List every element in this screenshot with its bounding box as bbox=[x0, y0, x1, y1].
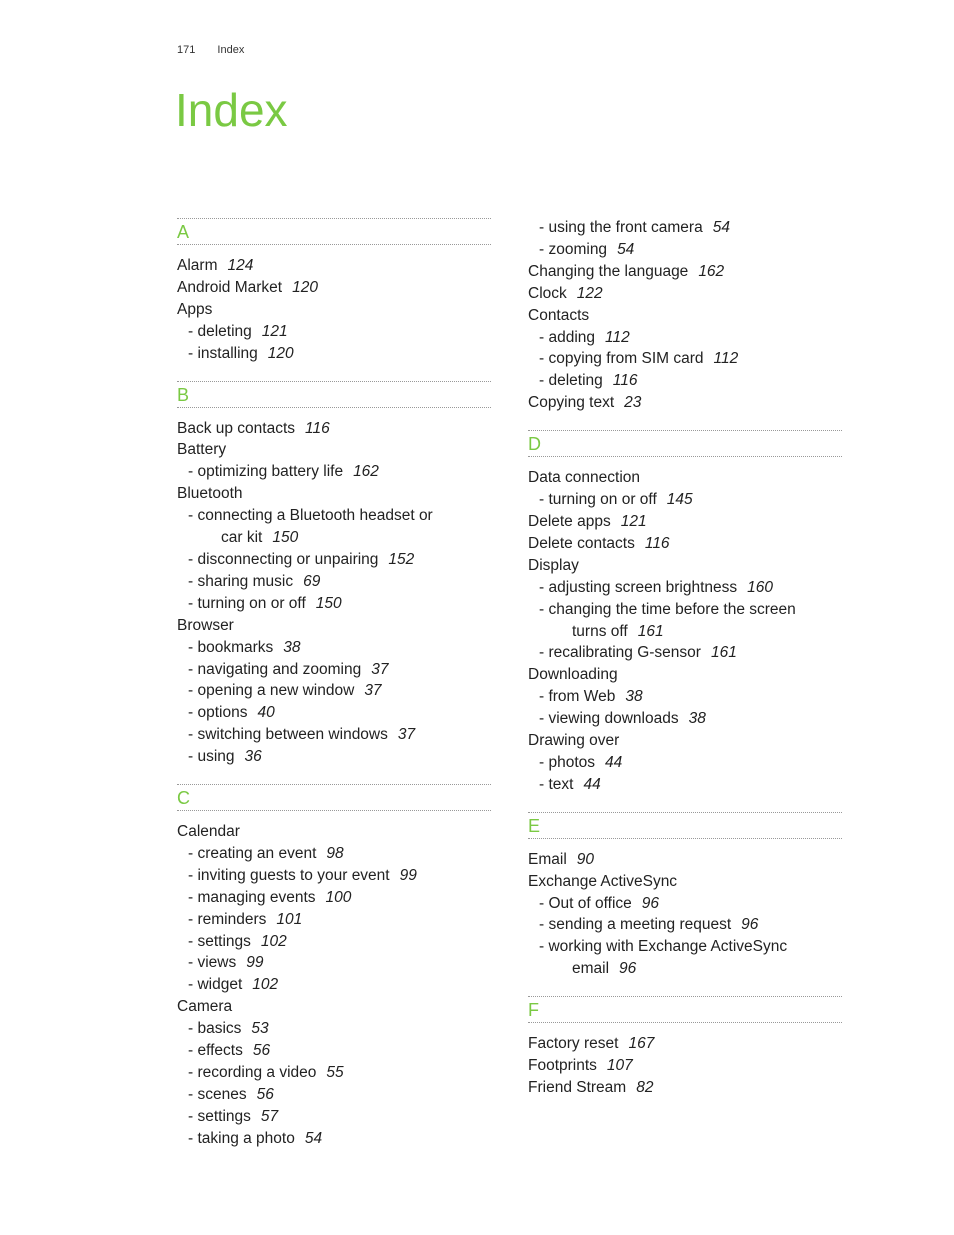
entry-term: Clock bbox=[528, 284, 567, 302]
entry-page-link[interactable]: 54 bbox=[304, 1129, 323, 1147]
index-entry bbox=[528, 327, 842, 349]
entry-term: Bluetooth bbox=[177, 485, 243, 503]
index-entry bbox=[528, 774, 842, 796]
entry-page-link[interactable]: 96 bbox=[641, 894, 660, 912]
entry-page-link[interactable]: 121 bbox=[620, 512, 647, 530]
entry-page-link[interactable]: 54 bbox=[712, 219, 730, 236]
entry-page-link[interactable]: 38 bbox=[283, 638, 301, 656]
index-entry bbox=[177, 887, 491, 909]
index-entry bbox=[177, 1018, 491, 1040]
index-entry bbox=[528, 283, 842, 305]
entry-term: - options bbox=[188, 704, 248, 722]
index-entry bbox=[177, 615, 491, 637]
index-entry bbox=[528, 305, 842, 327]
entry-term: Back up contacts bbox=[177, 419, 296, 437]
entry-term: - turning on or off bbox=[539, 491, 657, 509]
entry-page-link[interactable]: 36 bbox=[244, 748, 262, 766]
entry-term: Copying text bbox=[528, 394, 615, 412]
entry-term: - settings bbox=[188, 1107, 251, 1125]
entry-page-link[interactable]: 162 bbox=[698, 262, 725, 280]
entry-term: - managing events bbox=[188, 888, 316, 906]
entry-page-link[interactable]: 112 bbox=[713, 350, 739, 368]
index-entry bbox=[528, 370, 842, 392]
entry-page-link[interactable]: 102 bbox=[252, 976, 279, 994]
entry-page-link[interactable]: 120 bbox=[292, 278, 318, 296]
entry-page-link[interactable]: 90 bbox=[576, 850, 595, 868]
entry-term: - using bbox=[188, 748, 235, 766]
entry-page-link[interactable]: 122 bbox=[576, 284, 603, 302]
index-entry bbox=[177, 1062, 491, 1084]
entry-page-link[interactable]: 99 bbox=[399, 866, 417, 884]
entry-page-link[interactable]: 100 bbox=[325, 888, 352, 906]
index-section-a bbox=[177, 218, 491, 365]
entry-term: Drawing over bbox=[528, 732, 620, 750]
index-entry bbox=[528, 708, 842, 730]
entry-page-link[interactable]: 69 bbox=[303, 572, 321, 590]
entry-term: - Out of office bbox=[539, 894, 632, 912]
index-entry bbox=[177, 865, 491, 887]
entry-page-link[interactable]: 38 bbox=[625, 688, 643, 706]
index-entry bbox=[528, 1033, 842, 1055]
index-entry bbox=[177, 952, 491, 974]
entry-term: - sharing music bbox=[188, 572, 294, 590]
entry-page-link[interactable]: 160 bbox=[747, 578, 774, 596]
index-entry bbox=[177, 321, 491, 343]
index-entry bbox=[177, 255, 491, 277]
entry-term: - changing the time before the screen bbox=[539, 600, 796, 618]
entry-page-link[interactable]: 54 bbox=[617, 240, 635, 258]
index-entry bbox=[177, 702, 491, 724]
index-entry bbox=[177, 909, 491, 931]
entry-term: Android Market bbox=[177, 278, 283, 296]
entry-term: - effects bbox=[188, 1042, 243, 1060]
entry-page-link[interactable]: 23 bbox=[624, 394, 642, 412]
entry-term: - text bbox=[539, 775, 574, 793]
index-entry bbox=[528, 1055, 842, 1077]
index-entry bbox=[528, 893, 842, 915]
entry-term: - photos bbox=[539, 753, 596, 771]
index-entry bbox=[177, 461, 491, 483]
page-number: 171 bbox=[177, 44, 196, 56]
index-entry bbox=[177, 1040, 491, 1062]
entry-term: Battery bbox=[177, 441, 227, 459]
entry-term: Data connection bbox=[528, 469, 641, 487]
entry-term: - copying from SIM card bbox=[539, 350, 704, 368]
section-letter: F bbox=[528, 996, 842, 1023]
entry-term: - bookmarks bbox=[188, 638, 274, 656]
entry-page-link[interactable]: 99 bbox=[246, 954, 264, 972]
entry-page-link[interactable]: 102 bbox=[260, 932, 287, 950]
entry-page-link[interactable]: 82 bbox=[636, 1079, 654, 1096]
entry-page-link[interactable]: 121 bbox=[261, 322, 288, 340]
index-entry bbox=[177, 299, 491, 321]
entry-term: Apps bbox=[177, 300, 213, 318]
index-section-f bbox=[528, 996, 842, 1099]
entry-term: - creating an event bbox=[188, 844, 317, 862]
section-letter: B bbox=[177, 381, 491, 408]
index-entry bbox=[528, 936, 842, 958]
index-entry bbox=[528, 348, 842, 370]
entry-term: - taking a photo bbox=[188, 1129, 295, 1147]
entry-page-link[interactable]: 96 bbox=[741, 916, 759, 934]
entry-page-link[interactable]: 107 bbox=[606, 1057, 633, 1075]
index-section-c bbox=[177, 784, 491, 1150]
index-entry bbox=[528, 555, 842, 577]
index-entry bbox=[528, 1077, 842, 1099]
index-entry bbox=[177, 1084, 491, 1106]
section-letter: A bbox=[177, 218, 491, 245]
entry-page-link[interactable]: 37 bbox=[371, 660, 389, 678]
index-entry bbox=[177, 527, 491, 549]
entry-term: Display bbox=[528, 556, 579, 574]
entry-page-link[interactable]: 98 bbox=[326, 844, 344, 862]
entry-page-link[interactable]: 40 bbox=[257, 704, 275, 722]
index-entry bbox=[177, 343, 491, 365]
entry-term: - adding bbox=[539, 328, 596, 346]
index-entry bbox=[177, 418, 491, 440]
entry-page-link[interactable]: 120 bbox=[267, 344, 294, 362]
entry-term: - disconnecting or unpairing bbox=[188, 550, 379, 568]
entry-term: - inviting guests to your event bbox=[188, 866, 390, 884]
entry-term: - reminders bbox=[188, 910, 267, 928]
entry-page-link[interactable]: 167 bbox=[628, 1035, 655, 1053]
section-letter: D bbox=[528, 430, 842, 457]
index-entry bbox=[177, 637, 491, 659]
entry-page-link[interactable]: 96 bbox=[619, 960, 637, 978]
entry-term: Friend Stream bbox=[528, 1079, 627, 1096]
index-entry bbox=[177, 549, 491, 571]
entry-page-link[interactable]: 55 bbox=[326, 1064, 344, 1081]
entry-page-link[interactable]: 150 bbox=[272, 529, 299, 547]
index-entry bbox=[177, 821, 491, 843]
running-header-section: Index bbox=[217, 44, 245, 56]
index-entry bbox=[528, 914, 842, 936]
entry-term: Footprints bbox=[528, 1057, 597, 1075]
entry-page-link[interactable]: 56 bbox=[252, 1042, 271, 1060]
index-entry bbox=[528, 686, 842, 708]
entry-page-link[interactable]: 112 bbox=[605, 328, 630, 346]
entry-term: - zooming bbox=[539, 240, 608, 258]
index-entry bbox=[528, 664, 842, 686]
index-entry bbox=[177, 996, 491, 1018]
entry-term: - using the front camera bbox=[539, 219, 703, 236]
entry-page-link[interactable]: 152 bbox=[388, 550, 415, 568]
entry-term: - from Web bbox=[539, 688, 616, 706]
index-section-continued bbox=[528, 217, 842, 414]
entry-page-link[interactable]: 116 bbox=[644, 534, 670, 552]
index-entry bbox=[177, 1128, 491, 1150]
entry-page-link[interactable]: 44 bbox=[605, 753, 623, 771]
index-entry bbox=[177, 571, 491, 593]
section-letter: E bbox=[528, 812, 842, 839]
entry-page-link[interactable]: 44 bbox=[583, 775, 601, 793]
entry-page-link[interactable]: 124 bbox=[227, 257, 254, 274]
entry-page-link[interactable]: 116 bbox=[612, 372, 638, 390]
index-entry bbox=[528, 621, 842, 643]
entry-term: Factory reset bbox=[528, 1035, 619, 1053]
index-column-left bbox=[177, 218, 491, 1150]
entry-page-link[interactable]: 37 bbox=[364, 682, 382, 700]
index-entry bbox=[528, 261, 842, 283]
entry-term: - recalibrating G-sensor bbox=[539, 644, 701, 662]
index-column-right bbox=[528, 217, 842, 1099]
index-entry bbox=[528, 642, 842, 664]
entry-term: Camera bbox=[177, 998, 233, 1016]
entry-term: - opening a new window bbox=[188, 682, 355, 700]
index-entry bbox=[177, 974, 491, 996]
index-section-b bbox=[177, 381, 491, 769]
index-entry bbox=[528, 730, 842, 752]
entry-page-link[interactable]: 37 bbox=[397, 726, 416, 744]
entry-term: - adjusting screen brightness bbox=[539, 578, 738, 596]
entry-term: email bbox=[572, 960, 610, 978]
entry-term: Exchange ActiveSync bbox=[528, 872, 678, 890]
index-entry bbox=[528, 958, 842, 980]
entry-term: - views bbox=[188, 954, 237, 972]
entry-term: Email bbox=[528, 850, 567, 868]
entry-term: Downloading bbox=[528, 666, 618, 684]
index-entry bbox=[528, 871, 842, 893]
index-entry bbox=[528, 511, 842, 533]
entry-term: Delete apps bbox=[528, 512, 611, 530]
index-entry bbox=[177, 746, 491, 768]
index-entry bbox=[528, 849, 842, 871]
section-letter: C bbox=[177, 784, 491, 811]
entry-term: - recording a video bbox=[188, 1064, 317, 1081]
entry-term: car kit bbox=[221, 529, 263, 547]
entry-term: - optimizing battery life bbox=[188, 463, 344, 481]
running-header bbox=[177, 44, 244, 56]
entry-page-link[interactable]: 57 bbox=[260, 1107, 279, 1125]
index-entry bbox=[528, 577, 842, 599]
page-title: Index bbox=[175, 84, 288, 136]
entry-page-link[interactable]: 161 bbox=[637, 622, 664, 640]
index-section-d bbox=[528, 430, 842, 796]
index-entry bbox=[177, 680, 491, 702]
index-entry bbox=[177, 593, 491, 615]
index-entry bbox=[177, 931, 491, 953]
index-entry bbox=[177, 843, 491, 865]
entry-term: Browser bbox=[177, 616, 234, 634]
index-entry bbox=[528, 467, 842, 489]
index-entry bbox=[177, 1106, 491, 1128]
entry-term: Contacts bbox=[528, 306, 590, 324]
index-entry bbox=[528, 239, 842, 261]
entry-term: - scenes bbox=[188, 1085, 247, 1103]
index-entry bbox=[177, 439, 491, 461]
index-entry bbox=[177, 659, 491, 681]
index-entry bbox=[528, 599, 842, 621]
entry-term: - widget bbox=[188, 976, 243, 994]
entry-term: turns off bbox=[572, 622, 628, 640]
entry-page-link[interactable]: 38 bbox=[688, 710, 706, 728]
entry-term: - basics bbox=[188, 1020, 242, 1038]
entry-page-link[interactable]: 116 bbox=[305, 419, 330, 437]
index-entry bbox=[528, 533, 842, 555]
entry-term: - deleting bbox=[188, 322, 252, 340]
entry-term: Calendar bbox=[177, 823, 240, 841]
entry-page-link[interactable]: 101 bbox=[276, 910, 303, 928]
entry-term: Changing the language bbox=[528, 262, 689, 280]
index-entry bbox=[528, 392, 842, 414]
entry-term: - deleting bbox=[539, 372, 603, 390]
index-entry bbox=[177, 724, 491, 746]
index-entry bbox=[528, 217, 842, 239]
entry-term: Alarm bbox=[177, 257, 218, 274]
entry-term: - sending a meeting request bbox=[539, 916, 732, 934]
entry-term: - working with Exchange ActiveSync bbox=[539, 938, 788, 956]
entry-page-link[interactable]: 161 bbox=[710, 644, 737, 662]
entry-term: - turning on or off bbox=[188, 594, 306, 612]
entry-page-link[interactable]: 145 bbox=[666, 491, 693, 509]
entry-page-link[interactable]: 53 bbox=[251, 1020, 269, 1038]
entry-term: - connecting a Bluetooth headset or bbox=[188, 507, 433, 525]
entry-term: - settings bbox=[188, 932, 251, 950]
entry-term: - navigating and zooming bbox=[188, 660, 362, 678]
index-entry bbox=[528, 489, 842, 511]
index-entry bbox=[528, 752, 842, 774]
index-entry bbox=[177, 277, 491, 299]
index-section-e bbox=[528, 812, 842, 980]
index-entry bbox=[177, 505, 491, 527]
entry-page-link[interactable]: 162 bbox=[353, 463, 379, 481]
index-entry bbox=[177, 483, 491, 505]
entry-term: Delete contacts bbox=[528, 534, 635, 552]
entry-term: - switching between windows bbox=[188, 726, 388, 744]
entry-page-link[interactable]: 56 bbox=[256, 1085, 274, 1103]
entry-term: - installing bbox=[188, 344, 258, 362]
entry-page-link[interactable]: 150 bbox=[315, 594, 342, 612]
entry-term: - viewing downloads bbox=[539, 710, 679, 728]
